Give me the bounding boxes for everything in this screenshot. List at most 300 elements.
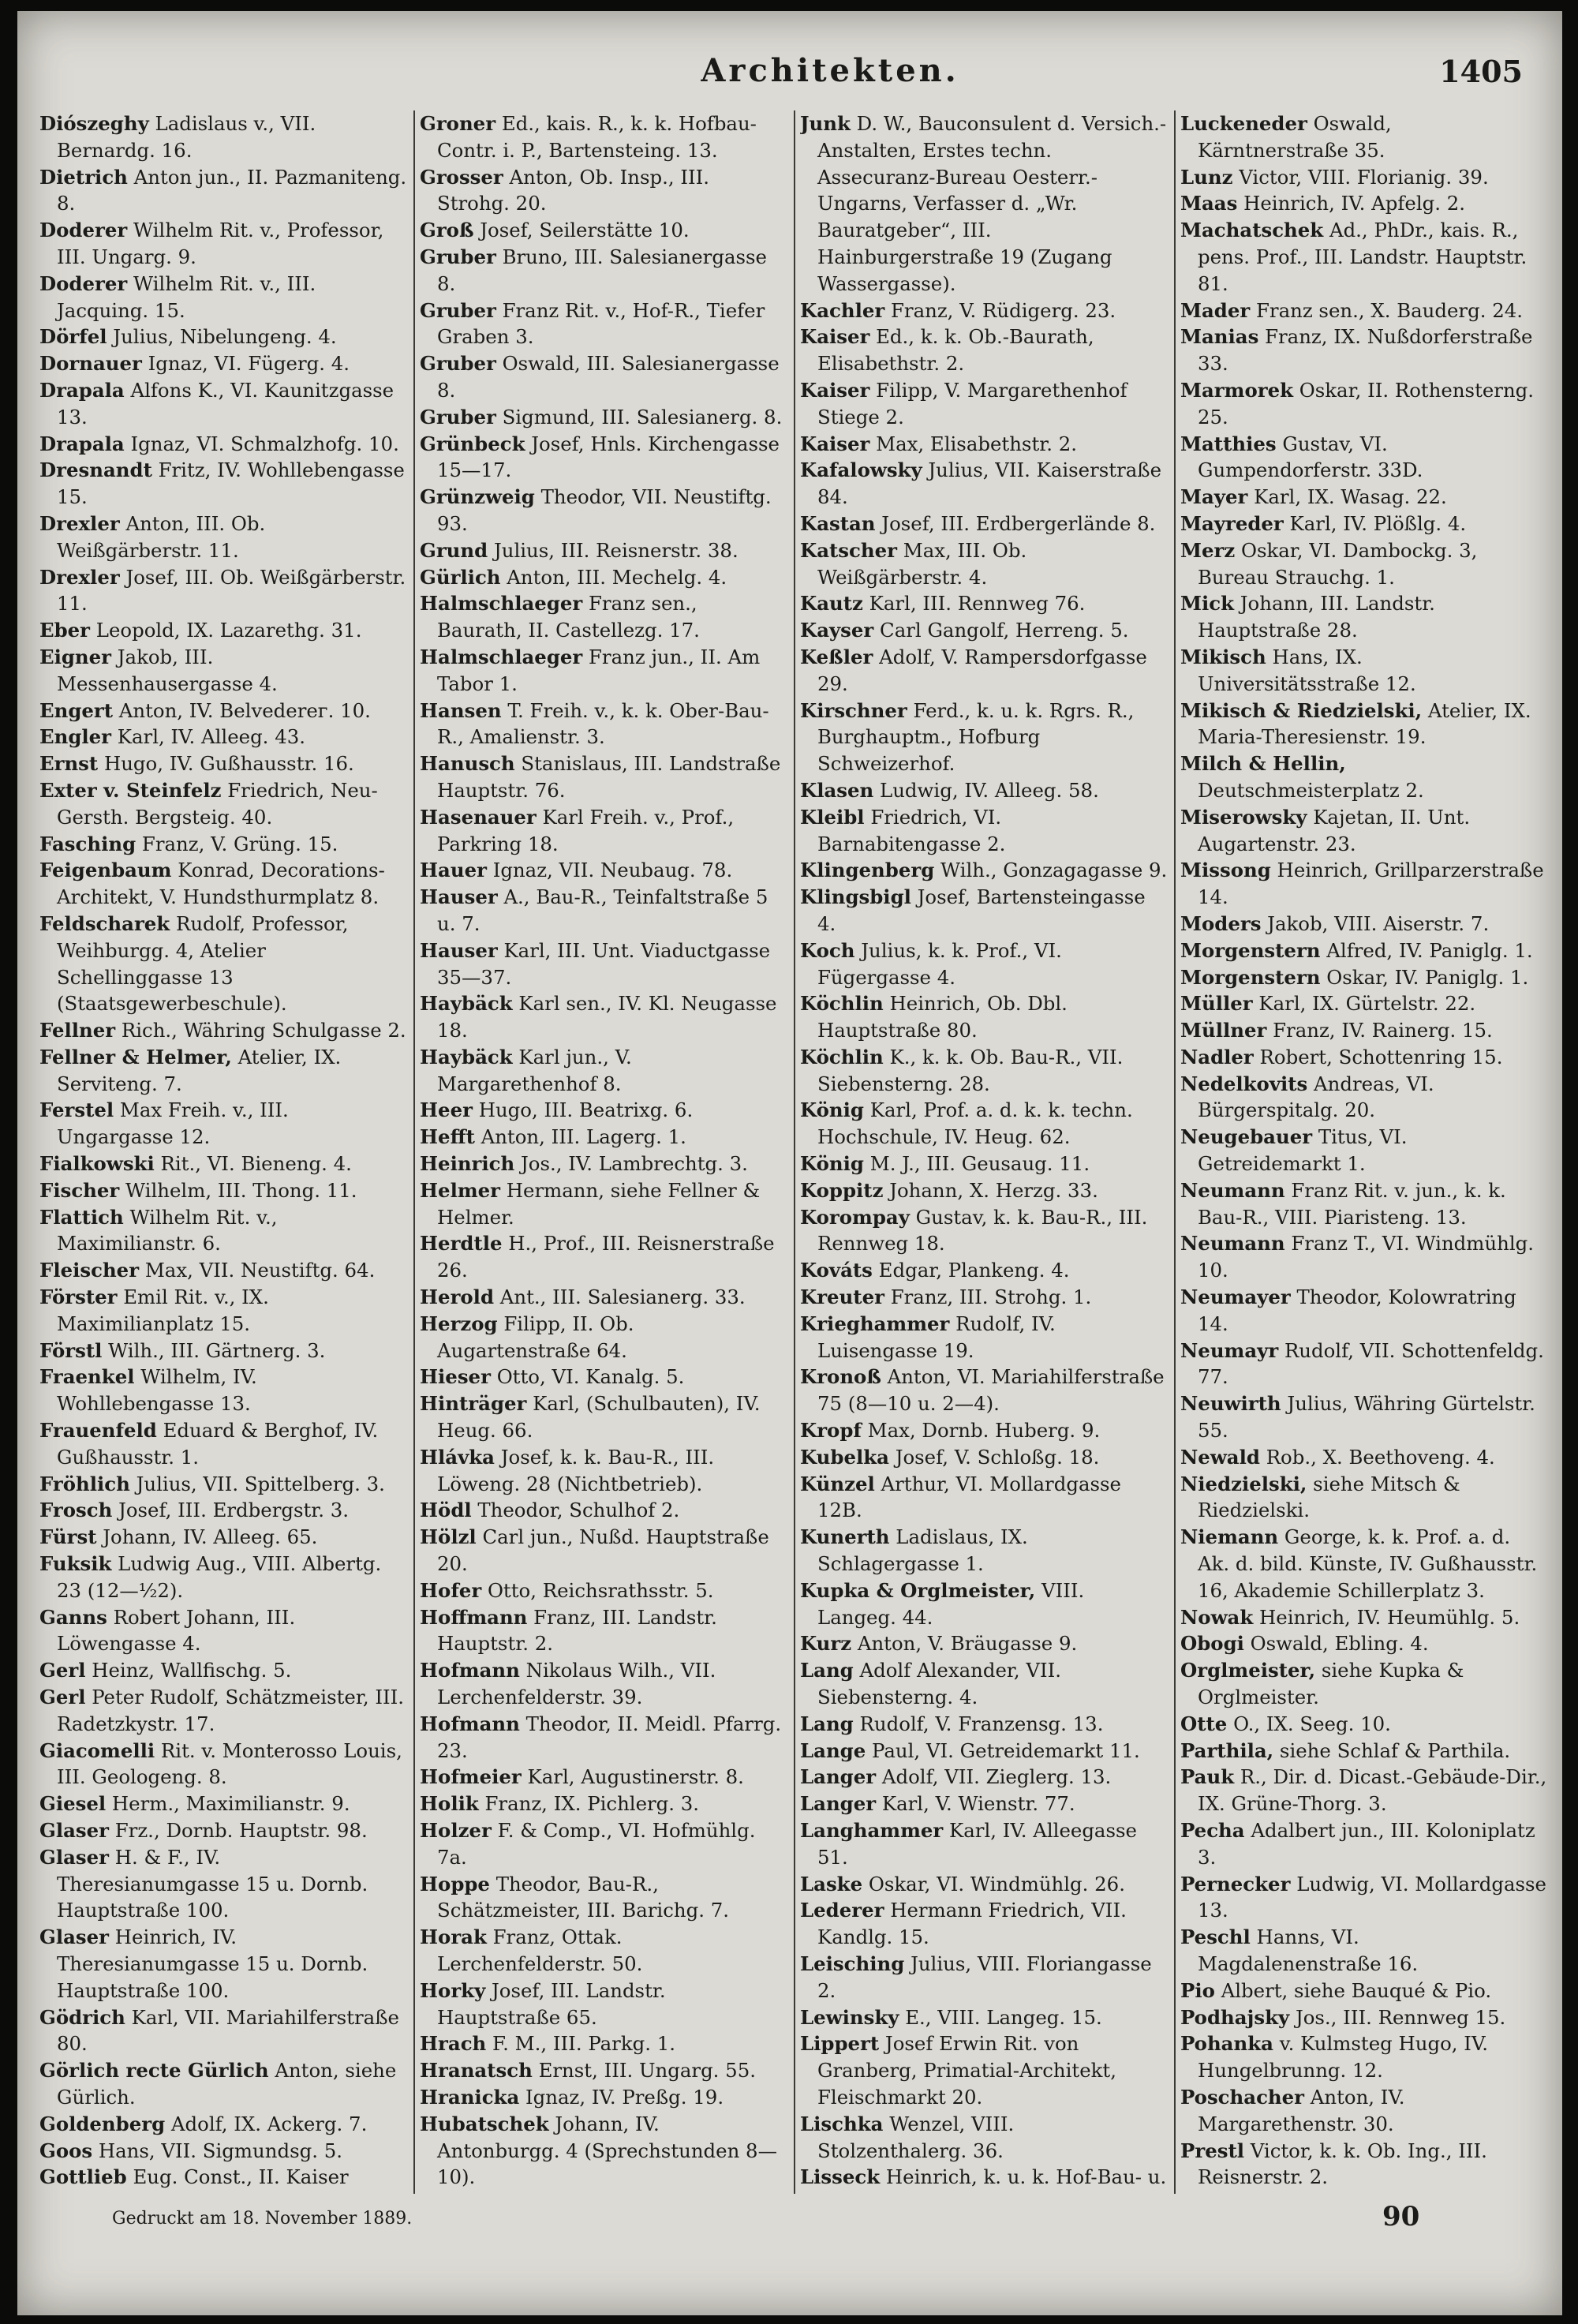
entry-name: Hasenauer: [420, 805, 537, 829]
entry-details: Jakob, III. Messenhausergasse 4.: [57, 645, 278, 695]
entry-name: Eber: [39, 619, 91, 642]
directory-entry: [420, 1284, 787, 1311]
directory-entry: [420, 1791, 787, 1817]
column-divider: [1174, 110, 1176, 2194]
entry-details: Max, Elisabethstr. 2.: [869, 432, 1078, 455]
entry-name: Pohanka: [1180, 2032, 1273, 2056]
directory-entry: [800, 1151, 1168, 1177]
directory-entry: [800, 1738, 1168, 1765]
entry-name: Kronoß: [800, 1365, 881, 1389]
entry-name: Hauser: [420, 938, 498, 962]
entry-details: Rudolf, IV. Luisengasse 19.: [817, 1312, 1056, 1362]
entry-name: Giesel: [39, 1792, 107, 1816]
directory-entry: [1180, 2084, 1548, 2138]
entry-name: Kupka & Orglmeister,: [800, 1578, 1036, 1602]
directory-entry: [420, 2057, 787, 2084]
entry-details: Edgar, Plankeng. 4.: [872, 1259, 1070, 1282]
entry-details: v. Kulmsteg Hugo, IV. Hungelbrunng. 12.: [1198, 2032, 1489, 2083]
directory-entry: [420, 484, 787, 537]
directory-entry: [800, 617, 1168, 644]
directory-entry: [39, 831, 407, 858]
directory-entry: [420, 1604, 787, 1658]
entry-name: Lang: [800, 1659, 854, 1682]
directory-entry: [420, 1764, 787, 1791]
entry-details: Josef, k. k. Bau-R., III. Löweng. 28 (Nichtbetrieb).: [437, 1445, 715, 1495]
entry-name: Müller: [1180, 992, 1253, 1016]
directory-entry: [39, 1817, 407, 1844]
entry-name: Grosser: [420, 165, 503, 189]
entry-details: F. M., III. Parkg. 1.: [486, 2032, 676, 2056]
entry-name: Matthies: [1180, 432, 1277, 455]
entry-name: Diószeghy: [39, 112, 149, 135]
directory-entry: [1180, 1738, 1548, 1765]
entry-details: Carl Gangolf, Herreng. 5.: [873, 619, 1129, 642]
directory-entry: [420, 1097, 787, 1124]
entry-name: Langer: [800, 1765, 877, 1789]
directory-entry: [1180, 644, 1548, 698]
entry-details: Franz, Ottak. Lerchenfelderstr. 50.: [437, 1925, 643, 1975]
entry-details: Rit. v. Monterosso Louis, III. Geologeng. 8.: [57, 1738, 402, 1789]
directory-entry: [420, 1311, 787, 1364]
entry-name: Kleibl: [800, 805, 865, 829]
directory-entry: [1180, 857, 1548, 911]
entry-details: Adolf, V. Rampersdorfgasse 29.: [817, 645, 1147, 695]
directory-entry: [800, 1257, 1168, 1284]
entry-details: Anton, IV. Belvederег. 10.: [113, 698, 371, 722]
entry-name: Fellner & Helmer,: [39, 1045, 232, 1068]
entry-name: Lisseck: [800, 2165, 881, 2189]
entry-name: Missong: [1180, 859, 1271, 882]
entry-details: siehe Schlaf & Parthila.: [1273, 1738, 1511, 1762]
entry-details: K., k. k. Ob. Bau-R., VII. Siebensterng. 28.: [817, 1045, 1124, 1095]
entry-details: Atelier, IX. Serviteng. 7.: [57, 1045, 342, 1095]
entry-details: Adolf Alexander, VII. Siebensterng. 4.: [817, 1659, 1062, 1709]
directory-entry: [420, 1124, 787, 1151]
entry-details: Johann, X. Herzg. 33.: [883, 1178, 1098, 1202]
directory-entry: [39, 164, 407, 218]
entry-details: Karl, III. Rennweg 76.: [862, 592, 1086, 616]
entry-name: Dörfel: [39, 325, 107, 349]
entry-name: Kropf: [800, 1419, 862, 1443]
entry-details: Jos., III. Rennweg 15.: [1289, 2005, 1506, 2029]
directory-entry: [39, 350, 407, 377]
entry-details: Heinrich, k. u. k. Hof-Bau- u.: [885, 2165, 1167, 2189]
entry-name: Hödl: [420, 1499, 472, 1522]
directory-entry: [420, 404, 787, 431]
column-divider: [794, 110, 795, 2194]
entry-name: Hoffmann: [420, 1605, 528, 1629]
directory-entry: [39, 271, 407, 324]
entry-name: Herzog: [420, 1312, 498, 1335]
entry-details: Ed., k. k. Ob.-Baurath, Elisabethstr. 2.: [817, 325, 1094, 376]
entry-details: Herm., Maximilianstr. 9.: [106, 1792, 350, 1816]
entry-name: Gruber: [420, 245, 496, 268]
entry-details: Franz, III. Landstr. Hauptstr. 2.: [437, 1605, 717, 1656]
entry-details: Eug. Const., II. Kaiser: [133, 2165, 349, 2189]
entry-details: Ferd., k. u. k. Rgrs. R., Burghauptm., Hofburg Schweizerhof.: [817, 698, 1135, 776]
directory-entry: [39, 1604, 407, 1658]
directory-entry: [1180, 1230, 1548, 1284]
entry-name: Gerl: [39, 1659, 86, 1682]
entry-name: Kaiser: [800, 378, 870, 402]
directory-entry: [420, 2191, 787, 2194]
directory-entry: [420, 644, 787, 698]
entry-name: Lewinsky: [800, 2005, 899, 2029]
column-2: [420, 110, 787, 2194]
entry-details: Josef, V. Schloßg. 18.: [888, 1445, 1100, 1469]
entry-details: siehe Kupka & Orglmeister.: [1198, 1659, 1464, 1709]
entry-name: Herdtle: [420, 1232, 503, 1256]
entry-name: Laske: [800, 1872, 863, 1896]
entry-details: Josef, III. Ob. Weißgärberstr. 11.: [57, 565, 406, 616]
entry-name: Drexler: [39, 511, 120, 535]
entry-details: Karl, V. Wienstr. 77.: [876, 1792, 1075, 1816]
entry-name: Langhammer: [800, 1819, 944, 1842]
entry-details: Oswald, III. Salesianergasse 8.: [437, 352, 780, 402]
entry-name: Hranicka: [420, 2085, 520, 2109]
entry-name: Klingsbigl: [800, 885, 911, 909]
entry-name: Giacomelli: [39, 1738, 155, 1762]
entry-name: Doderer: [39, 271, 128, 295]
entry-name: Engert: [39, 698, 114, 722]
entry-name: Gerl: [39, 1686, 86, 1709]
entry-details: Josef, III. Erdbergerlände 8.: [875, 511, 1156, 535]
entry-details: Hans, VII. Sigmundsg. 5.: [92, 2139, 342, 2162]
entry-details: Titus, VI. Getreidemarkt 1.: [1198, 1125, 1408, 1176]
directory-entry: [420, 217, 787, 244]
entry-name: Drexler: [39, 565, 120, 589]
entry-name: Goldenberg: [39, 2112, 166, 2135]
directory-entry: [800, 990, 1168, 1044]
entry-name: Goos: [39, 2139, 93, 2162]
entry-name: Hlávka: [420, 1445, 495, 1469]
directory-entry: [800, 1284, 1168, 1311]
entry-name: Engler: [39, 725, 112, 749]
entry-name: Horak: [420, 1925, 487, 1949]
entry-details: Gustav, k. k. Bau-R., III. Rennweg 18.: [817, 1205, 1148, 1256]
directory-entry: [39, 2057, 407, 2111]
directory-entry: [420, 1817, 787, 1871]
directory-entry: [39, 1497, 407, 1524]
entry-details: Ed., kais. R., k. k. Hofbau-Contr. i. P., Bartensteing. 13.: [437, 112, 757, 162]
entry-name: Gruber: [420, 352, 496, 376]
entry-name: Kunerth: [800, 1525, 890, 1549]
directory-entry: [39, 698, 407, 724]
directory-entry: [800, 110, 1168, 298]
entry-name: Gruber: [420, 298, 496, 322]
entry-name: Junk: [800, 112, 851, 135]
directory-entry: [800, 537, 1168, 591]
entry-name: Haybäck: [420, 992, 513, 1016]
entry-details: Wilh., III. Gärtnerg. 3.: [102, 1338, 326, 1362]
entry-name: Groß: [420, 219, 474, 242]
directory-entry: [39, 1338, 407, 1364]
entry-details: Ludwig Aug., VIII. Albertg. 23 (12—½2).: [57, 1552, 382, 1602]
entry-details: Ignaz, VI. Fügerg. 4.: [141, 352, 350, 376]
entry-details: Franz, IX. Pichlerg. 3.: [478, 1792, 700, 1816]
directory-entry: [1180, 1124, 1548, 1177]
entry-name: Heer: [420, 1098, 473, 1122]
entry-name: Langer: [800, 1792, 877, 1816]
entry-details: Emil Rit. v., IX. Maximilianplatz 15.: [57, 1285, 269, 1335]
entry-details: Karl jun., V. Margarethenhof 8.: [437, 1045, 632, 1095]
directory-entry: [39, 1844, 407, 1924]
directory-entry: [1180, 1711, 1548, 1738]
entry-name: Holik: [420, 1792, 479, 1816]
entry-name: Maas: [1180, 192, 1238, 215]
entry-name: Lunz: [1180, 165, 1233, 189]
entry-details: Julius, VII. Kaiserstraße 84.: [817, 458, 1162, 509]
directory-entry: [800, 884, 1168, 937]
entry-details: Josef, Hnls. Kirchengasse 15—17.: [437, 432, 780, 482]
entry-details: Anton, III. Lagerg. 1.: [474, 1125, 686, 1149]
entry-name: Frosch: [39, 1499, 113, 1522]
entry-details: Oskar, VI. Dambockg. 3, Bureau Strauchg. 1.: [1198, 538, 1478, 589]
directory-entry: [39, 1097, 407, 1151]
entry-name: Feigenbaum: [39, 859, 172, 882]
entry-name: Neumann: [1180, 1178, 1285, 1202]
entry-details: Franz sen., X. Bauderg. 24.: [1250, 298, 1524, 322]
entry-name: Manias: [1180, 325, 1259, 349]
directory-entry: [800, 1364, 1168, 1417]
entry-details: Konrad, Decorations-Architekt, V. Hundsthurmplatz 8.: [57, 859, 385, 909]
directory-entry: [800, 1630, 1168, 1657]
directory-entry: [800, 1471, 1168, 1525]
directory-entry: [420, 1151, 787, 1177]
entry-name: Kubelka: [800, 1445, 889, 1469]
directory-entry: [800, 324, 1168, 377]
entry-details: Rob., X. Beethoveng. 4.: [1259, 1445, 1495, 1469]
entry-name: Künzel: [800, 1472, 875, 1495]
entry-name: Mick: [1180, 592, 1235, 616]
entry-name: Glaser: [39, 1925, 109, 1949]
entry-details: Deutschmeisterplatz 2.: [1198, 778, 1424, 802]
entry-details: Franz, III. Strohg. 1.: [884, 1285, 1092, 1309]
entry-details: O., IX. Seeg. 10.: [1227, 1712, 1391, 1735]
directory-entry: [1180, 110, 1548, 164]
directory-entry: [39, 1417, 407, 1471]
directory-entry: [1180, 1017, 1548, 1044]
entry-details: D. W., Bauconsulent d. Versich.-Anstalten, Erstes techn. Assecuranz-Bureau Oesterr.-Ungarns, Verfasser d. „Wr. Bauratgeber“, III. Hainburgerstraße 19 (Zugang Wassergasse).: [817, 112, 1167, 295]
entry-name: Hefft: [420, 1125, 475, 1149]
entry-details: Hanns, VI. Magdalenenstraße 16.: [1198, 1925, 1419, 1975]
entry-details: Ernst, III. Ungarg. 55.: [532, 2059, 756, 2083]
directory-entry: [800, 2164, 1168, 2194]
entry-details: Kajetan, II. Unt. Augartenstr. 23.: [1198, 805, 1471, 855]
entry-details: Johann, IV. Antonburgg. 4 (Sprechstunden 8—10).: [437, 2112, 777, 2189]
directory-entry: [800, 1177, 1168, 1204]
entry-name: Frauenfeld: [39, 1419, 157, 1443]
entry-name: Köchlin: [800, 992, 884, 1016]
directory-entry: [1180, 298, 1548, 324]
entry-details: VIII. Langeg. 44.: [817, 1578, 1085, 1629]
entry-name: Fellner: [39, 1019, 116, 1042]
directory-entry: [1180, 377, 1548, 431]
directory-entry: [39, 110, 407, 164]
entry-details: Paul, VI. Getreidemarkt 11.: [866, 1738, 1140, 1762]
directory-entry: [39, 1017, 407, 1044]
entry-details: Wilhelm Rit. v., III. Jacquing. 15.: [57, 271, 316, 322]
entry-details: Wilh., Gonzagagasse 9.: [934, 859, 1168, 882]
entry-name: Gruber: [420, 405, 496, 428]
entry-details: Heinz, Wallfischg. 5.: [85, 1659, 292, 1682]
entry-details: Karl, III. Unt. Viaductgasse 35—37.: [437, 938, 771, 989]
entry-details: Franz Rit. v. jun., k. k. Bau-R., VIII. Piaristeng. 13.: [1198, 1178, 1506, 1229]
entry-name: König: [800, 1098, 864, 1122]
entry-details: T. Freih. v., k. k. Ober-Bau-R., Amalienstr. 3.: [437, 698, 769, 749]
entry-details: Franz, IV. Rainerg. 15.: [1266, 1019, 1493, 1042]
directory-entry: [39, 431, 407, 458]
entry-details: Julius, VII. Spittelberg. 3.: [129, 1472, 385, 1495]
directory-entry: [420, 1711, 787, 1765]
entry-details: Oswald, Ebling. 4.: [1243, 1632, 1429, 1656]
entry-name: Kayser: [800, 619, 874, 642]
entry-name: Morgenstern: [1180, 965, 1321, 989]
entry-name: Mayreder: [1180, 511, 1284, 535]
entry-name: Kaiser: [800, 325, 870, 349]
entry-details: Josef, III. Landstr. Hauptstraße 65.: [437, 1978, 666, 2029]
entry-name: Newald: [1180, 1445, 1260, 1469]
entry-details: Ignaz, VI. Schmalzhofg. 10.: [124, 432, 399, 455]
directory-entry: [420, 564, 787, 591]
entry-name: Neumann: [1180, 1232, 1285, 1256]
entry-details: siehe Mitsch & Riedzielski.: [1198, 1472, 1460, 1522]
directory-entry: [39, 1524, 407, 1551]
column-4: [1180, 110, 1548, 2194]
directory-entry: [1180, 1604, 1548, 1631]
entry-name: Pecha: [1180, 1819, 1245, 1842]
entry-name: Pio: [1180, 1978, 1215, 2002]
directory-entry: [420, 1444, 787, 1498]
entry-details: Josef, Bartensteingasse 4.: [817, 885, 1146, 935]
directory-entry: [800, 1764, 1168, 1791]
entry-details: Karl, IX. Gürtelstr. 22.: [1252, 992, 1476, 1016]
directory-entry: [1180, 2138, 1548, 2191]
directory-entry: [420, 2111, 787, 2191]
directory-entry: [39, 1284, 407, 1338]
entry-name: Katscher: [800, 538, 897, 562]
entry-name: Keßler: [800, 645, 873, 668]
directory-entry: [39, 750, 407, 777]
entry-name: Fröhlich: [39, 1472, 130, 1495]
entry-details: Max Freih. v., III. Ungargasse 12.: [57, 1098, 289, 1149]
directory-entry: [1180, 217, 1548, 297]
directory-entry: [420, 857, 787, 884]
entry-name: Niedzielski,: [1180, 1472, 1307, 1495]
entry-details: Stanislaus, III. Landstraße Hauptstr. 76.: [437, 752, 781, 802]
directory-entry: [1180, 1177, 1548, 1231]
entry-name: Peschl: [1180, 1925, 1251, 1949]
entry-name: Mayer: [1180, 485, 1248, 509]
entry-name: Orglmeister,: [1180, 1659, 1316, 1682]
entry-details: Julius, k. k. Prof., VI. Fügergasse 4.: [817, 938, 1062, 989]
directory-entry: [1180, 964, 1548, 991]
entry-details: Ignaz, VII. Neubaug. 78.: [486, 859, 733, 882]
entry-details: Franz sen., Baurath, II. Castellezg. 17.: [437, 592, 700, 642]
entry-name: Luckeneder: [1180, 112, 1307, 135]
directory-entry: [420, 350, 787, 404]
entry-details: Wenzel, VIII. Stolzenthalerg. 36.: [817, 2112, 1015, 2162]
entry-name: Förstl: [39, 1338, 103, 1362]
directory-page: [17, 11, 1562, 2315]
entry-details: Wilhelm Rit. v., Maximilianstr. 6.: [57, 1205, 278, 1256]
directory-entry: [1180, 1284, 1548, 1338]
entry-name: Hölzl: [420, 1525, 477, 1549]
directory-entry: [800, 590, 1168, 617]
directory-entry: [1180, 1444, 1548, 1471]
entry-details: Theodor, Kolowratring 14.: [1198, 1285, 1516, 1335]
entry-details: Rudolf, Professor, Weihburgg. 4, Atelier Schellinggasse 13 (Staatsgewerbeschule).: [57, 911, 349, 1016]
entry-details: Franz jun., II. Am Tabor 1.: [437, 645, 761, 695]
directory-entry: [1180, 590, 1548, 644]
entry-details: Filipp, V. Margarethenhof Stiege 2.: [817, 378, 1127, 428]
entry-details: Oskar, IV. Paniglg. 1.: [1320, 965, 1529, 989]
entry-name: Eigner: [39, 645, 112, 668]
entry-name: Dresnandt: [39, 458, 152, 482]
directory-entry: [800, 457, 1168, 511]
entry-name: Koppitz: [800, 1178, 884, 1202]
directory-entry: [420, 164, 787, 218]
directory-entry: [1180, 1764, 1548, 1817]
directory-entry: [39, 511, 407, 564]
directory-entry: [1180, 1390, 1548, 1444]
directory-entry: [420, 2084, 787, 2111]
entry-name: Hauser: [420, 885, 498, 909]
entry-details: Josef, III. Erdbergstr. 3.: [112, 1499, 350, 1522]
entry-details: Leopold, IX. Lazarethg. 31.: [90, 619, 362, 642]
directory-entry: [800, 1711, 1168, 1738]
directory-entry: [39, 1151, 407, 1177]
entry-details: Theodor, II. Meidl. Pfarrg. 23.: [437, 1712, 782, 1762]
entry-details: Heinrich, IV. Heumühlg. 5.: [1253, 1605, 1520, 1629]
entry-name: Görlich recte Gürlich: [39, 2059, 269, 2083]
directory-entry: [1180, 937, 1548, 964]
entry-details: Wilhelm, III. Thong. 11.: [119, 1178, 357, 1202]
entry-name: Feldscharek: [39, 911, 170, 935]
entry-details: Victor, VIII. Florianig. 39.: [1232, 165, 1489, 189]
directory-entry: [800, 804, 1168, 858]
directory-entry: [800, 857, 1168, 884]
entry-name: Ganns: [39, 1605, 107, 1629]
entry-details: Anton jun., II. Pazmaniteng. 8.: [57, 165, 407, 215]
directory-entry: [1180, 911, 1548, 937]
directory-entry: [1180, 537, 1548, 591]
directory-entry: [800, 1951, 1168, 2004]
directory-entry: [1180, 1524, 1548, 1604]
entry-name: Pernecker: [1180, 1872, 1291, 1896]
directory-entry: [420, 1577, 787, 1604]
entry-details: Otto, VI. Kanalg. 5.: [490, 1365, 685, 1389]
directory-entry: [800, 1044, 1168, 1098]
entry-details: Robert Johann, III. Löwengasse 4.: [57, 1605, 296, 1656]
entry-name: Fasching: [39, 832, 136, 855]
entry-name: Pauk: [1180, 1765, 1235, 1789]
directory-entry: [420, 884, 787, 937]
entry-name: Hofmann: [420, 1712, 520, 1735]
directory-entry: [420, 804, 787, 858]
directory-entry: [420, 1871, 787, 1925]
entry-details: Ludwig, IV. Alleeg. 58.: [873, 778, 1099, 802]
directory-entry: [39, 1791, 407, 1817]
directory-entry: [800, 2030, 1168, 2110]
directory-entry: [1180, 1871, 1548, 1925]
entry-name: Kaiser: [800, 432, 870, 455]
directory-entry: [800, 1097, 1168, 1151]
entry-details: Rudolf, VII. Schottenfeldg. 77.: [1198, 1338, 1544, 1389]
entry-name: Köchlin: [800, 1045, 884, 1068]
entry-name: Lange: [800, 1738, 866, 1762]
directory-entry: [39, 2164, 407, 2194]
